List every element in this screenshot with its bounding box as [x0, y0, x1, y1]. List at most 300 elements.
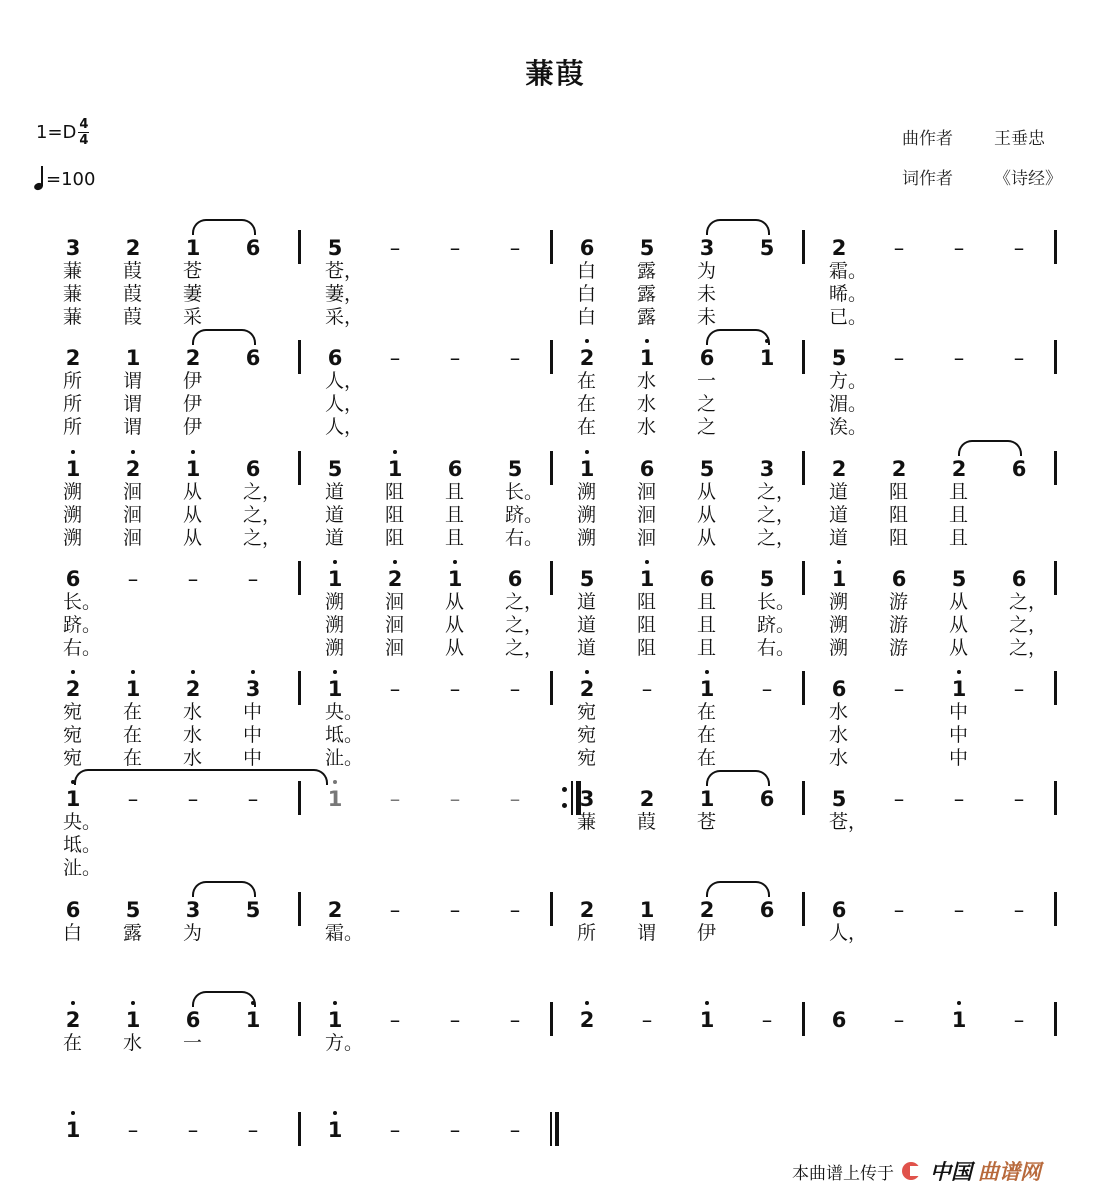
lyric-syllable: 从 [183, 504, 203, 526]
lyric-syllable: 采 [183, 306, 203, 328]
note [240, 457, 266, 481]
lyric-syllable: 水 [637, 416, 657, 438]
lyric-syllable: 在 [123, 701, 143, 723]
note [754, 787, 780, 811]
note-value: – [389, 677, 401, 701]
note-value: 6 [65, 898, 81, 922]
lyric-syllable: 之， [1009, 637, 1048, 659]
note-value: 2 [579, 1008, 595, 1032]
lyric-syllable: 阻 [637, 591, 657, 613]
note [574, 677, 600, 701]
note [120, 457, 146, 481]
lyric-syllable: 水 [637, 393, 657, 415]
note-value: 5 [327, 236, 343, 260]
octave-dot-icon [333, 1111, 337, 1115]
note-value: 1 [447, 567, 463, 591]
barline [1054, 230, 1057, 264]
lyric-syllable: 宛 [63, 747, 83, 769]
octave-dot-icon [333, 670, 337, 674]
note-value: 2 [185, 677, 201, 701]
extension-dash [442, 1008, 468, 1032]
extension-dash [382, 1118, 408, 1142]
lyric-syllable: 水 [183, 701, 203, 723]
note-value: 2 [387, 567, 403, 591]
note-value: 2 [891, 457, 907, 481]
lyric-syllable: 方。 [325, 1032, 364, 1054]
lyric-syllable: 且 [949, 527, 969, 549]
octave-dot-icon [585, 1001, 589, 1005]
lyric-syllable: 溯 [325, 614, 345, 636]
lyric-syllable: 蒹 [577, 811, 597, 833]
lyric-syllable: 之， [505, 637, 544, 659]
lyric-syllable: 溯 [829, 637, 849, 659]
note [634, 787, 660, 811]
note-value: 1 [699, 787, 715, 811]
time-sig-top: 4 [79, 117, 89, 132]
note-value: – [449, 346, 461, 370]
note [754, 236, 780, 260]
note-value: 3 [185, 898, 201, 922]
note [694, 567, 720, 591]
note-value: – [449, 1008, 461, 1032]
extension-dash [1006, 236, 1032, 260]
note-value: 5 [327, 457, 343, 481]
lyric-syllable: 右。 [757, 637, 796, 659]
lyric-syllable: 涘。 [829, 416, 868, 438]
octave-dot-icon [453, 560, 457, 564]
note [322, 236, 348, 260]
lyric-syllable: 溯 [829, 591, 849, 613]
lyric-syllable: 洄 [637, 527, 657, 549]
note-value: – [187, 787, 199, 811]
measure [60, 1118, 310, 1148]
note [946, 567, 972, 591]
lyric-syllable: 坻。 [325, 724, 364, 746]
note-value: 1 [65, 787, 81, 811]
note-value: 6 [579, 236, 595, 260]
note-value: 3 [65, 236, 81, 260]
barline [1054, 451, 1057, 485]
lyric-syllable: 游 [889, 614, 909, 636]
note [886, 457, 912, 481]
note [180, 898, 206, 922]
lyric-syllable: 所 [63, 370, 83, 392]
lyric-syllable: 在 [577, 370, 597, 392]
note-value: 6 [831, 677, 847, 701]
note [322, 1118, 348, 1142]
note [1006, 457, 1032, 481]
barline [550, 1002, 553, 1036]
note-value: 2 [185, 346, 201, 370]
note-value: 6 [245, 236, 261, 260]
lyric-syllable: 阻 [889, 504, 909, 526]
note [826, 346, 852, 370]
extension-dash [1006, 1008, 1032, 1032]
lyric-syllable: 阻 [637, 637, 657, 659]
lyric-syllable: 溯 [829, 614, 849, 636]
note [694, 1008, 720, 1032]
tie-slur [192, 219, 256, 235]
note-value: – [509, 236, 521, 260]
note-value: 6 [831, 1008, 847, 1032]
key-label: 1=D [36, 122, 77, 143]
barline [802, 1002, 805, 1036]
note-value: – [187, 567, 199, 591]
lyric-syllable: 一 [183, 1032, 203, 1054]
note-value: 1 [185, 236, 201, 260]
tie-slur [192, 329, 256, 345]
measure [322, 236, 572, 328]
lyric-syllable: 伊 [697, 922, 717, 944]
measure [60, 677, 310, 769]
note [60, 567, 86, 591]
note [574, 567, 600, 591]
note [694, 677, 720, 701]
tie-slur [706, 219, 770, 235]
note [754, 346, 780, 370]
note [240, 1008, 266, 1032]
measure [826, 787, 1076, 833]
extension-dash [120, 1118, 146, 1142]
lyric-syllable: 蒹 [63, 306, 83, 328]
time-signature [78, 118, 89, 147]
lyric-syllable: 水 [637, 370, 657, 392]
measure [574, 346, 824, 438]
site-logo-icon [902, 1162, 920, 1180]
measure [826, 346, 1076, 438]
lyric-syllable: 溯 [325, 591, 345, 613]
measure [826, 898, 1076, 944]
note [442, 567, 468, 591]
lyric-syllable: 水 [829, 701, 849, 723]
note [322, 567, 348, 591]
note [634, 236, 660, 260]
barline [298, 230, 301, 264]
lyric-syllable: 在 [697, 724, 717, 746]
note-value: 6 [639, 457, 655, 481]
note-value: 6 [759, 898, 775, 922]
note-value: – [509, 677, 521, 701]
lyric-syllable: 中 [243, 701, 263, 723]
lyric-syllable: 宛 [63, 724, 83, 746]
measure [60, 236, 310, 328]
lyricist-name: 《诗经》 [994, 169, 1062, 189]
lyric-syllable: 谓 [123, 416, 143, 438]
lyric-syllable: 道 [829, 504, 849, 526]
note [754, 898, 780, 922]
tie-slur [958, 440, 1022, 456]
octave-dot-icon [957, 1001, 961, 1005]
octave-dot-icon [705, 670, 709, 674]
octave-dot-icon [645, 339, 649, 343]
note-value: – [247, 567, 259, 591]
note-value: 1 [951, 677, 967, 701]
measure [826, 677, 1076, 769]
note-value: – [893, 236, 905, 260]
note-value: 2 [125, 236, 141, 260]
note [180, 677, 206, 701]
lyric-syllable: 已。 [829, 306, 868, 328]
extension-dash [180, 787, 206, 811]
note-value: – [509, 346, 521, 370]
lyric-syllable: 长。 [505, 481, 544, 503]
composer-name: 王垂忠 [994, 129, 1045, 149]
note-value: 1 [327, 1118, 343, 1142]
extension-dash [240, 787, 266, 811]
lyric-syllable: 之， [757, 504, 796, 526]
lyric-syllable: 溯 [63, 504, 83, 526]
note [694, 236, 720, 260]
note-value: 5 [831, 787, 847, 811]
note-value: 5 [579, 567, 595, 591]
lyric-syllable: 游 [889, 591, 909, 613]
lyric-syllable: 宛 [577, 747, 597, 769]
lyric-syllable: 霜。 [325, 922, 364, 944]
measure [826, 236, 1076, 328]
note-value: – [389, 346, 401, 370]
octave-dot-icon [251, 670, 255, 674]
note-value: 5 [759, 236, 775, 260]
lyric-syllable: 人， [325, 416, 364, 438]
note-value: 2 [65, 677, 81, 701]
extension-dash [1006, 346, 1032, 370]
upload-text: 本曲谱上传于 [792, 1163, 894, 1184]
note [442, 457, 468, 481]
lyric-syllable: 露 [637, 260, 657, 282]
extension-dash [382, 898, 408, 922]
lyric-syllable: 白 [577, 260, 597, 282]
lyric-syllable: 水 [123, 1032, 143, 1054]
note-value: – [389, 1118, 401, 1142]
note [240, 346, 266, 370]
note-value: 2 [579, 898, 595, 922]
octave-dot-icon [585, 339, 589, 343]
note [826, 787, 852, 811]
lyric-syllable: 伊 [183, 370, 203, 392]
lyric-syllable: 中 [243, 747, 263, 769]
note [322, 677, 348, 701]
barline [802, 451, 805, 485]
lyric-syllable: 阻 [889, 527, 909, 549]
measure [322, 677, 572, 769]
note-value: – [247, 787, 259, 811]
note-value: – [449, 236, 461, 260]
lyric-syllable: 蒹 [63, 283, 83, 305]
note-value: – [1013, 236, 1025, 260]
measure [574, 236, 824, 328]
site-name-part1: 中国 [930, 1160, 972, 1184]
note [322, 346, 348, 370]
lyric-syllable: 蒹 [63, 260, 83, 282]
note [322, 898, 348, 922]
extension-dash [120, 567, 146, 591]
lyric-syllable: 跻。 [757, 614, 796, 636]
lyric-syllable: 洄 [637, 481, 657, 503]
note-value: 1 [699, 1008, 715, 1032]
note-value: 1 [125, 677, 141, 701]
lyric-syllable: 苍， [829, 811, 868, 833]
note-value: 1 [639, 898, 655, 922]
lyric-syllable: 长。 [63, 591, 102, 613]
octave-dot-icon [645, 560, 649, 564]
composer-label: 曲作者 [902, 129, 953, 149]
lyric-syllable: 中 [949, 724, 969, 746]
lyric-syllable: 伊 [183, 416, 203, 438]
note [60, 457, 86, 481]
note-value: 1 [831, 567, 847, 591]
measure [322, 457, 572, 549]
composer-credit [902, 124, 1045, 149]
note-value: 6 [447, 457, 463, 481]
note [60, 1008, 86, 1032]
note [240, 236, 266, 260]
note-value: 5 [951, 567, 967, 591]
lyric-syllable: 苍， [325, 260, 364, 282]
note [826, 1008, 852, 1032]
lyric-syllable: 洄 [123, 481, 143, 503]
lyric-syllable: 从 [183, 527, 203, 549]
note-value: 2 [579, 677, 595, 701]
lyric-syllable: 道 [829, 527, 849, 549]
lyric-syllable: 且 [697, 614, 717, 636]
octave-dot-icon [131, 450, 135, 454]
note-value: 1 [327, 1008, 343, 1032]
note-value: 2 [327, 898, 343, 922]
barline [298, 892, 301, 926]
note-value: – [761, 677, 773, 701]
note [634, 457, 660, 481]
lyric-syllable: 溯 [577, 527, 597, 549]
lyric-syllable: 在 [123, 747, 143, 769]
lyric-syllable: 阻 [385, 527, 405, 549]
note-value: – [893, 346, 905, 370]
note [826, 236, 852, 260]
note-value: 3 [579, 787, 595, 811]
lyric-syllable: 且 [445, 527, 465, 549]
tempo-marking [34, 166, 95, 190]
note [826, 677, 852, 701]
lyric-syllable: 之， [505, 614, 544, 636]
octave-dot-icon [71, 1111, 75, 1115]
lyric-syllable: 一 [697, 370, 717, 392]
note-value: – [389, 787, 401, 811]
extension-dash [502, 1118, 528, 1142]
extension-dash [1006, 677, 1032, 701]
barline [802, 781, 805, 815]
lyric-syllable: 苍 [697, 811, 717, 833]
lyric-syllable: 洄 [123, 527, 143, 549]
note [574, 1008, 600, 1032]
extension-dash [502, 1008, 528, 1032]
lyric-syllable: 洄 [123, 504, 143, 526]
extension-dash [1006, 787, 1032, 811]
site-name-part2: 曲谱网 [978, 1160, 1041, 1184]
lyric-syllable: 白 [577, 306, 597, 328]
lyric-syllable: 沚。 [63, 857, 102, 879]
barline [550, 671, 553, 705]
note-value: – [953, 787, 965, 811]
note-value: – [893, 1008, 905, 1032]
lyric-syllable: 之 [697, 416, 717, 438]
note-value: 6 [327, 346, 343, 370]
note-value: 6 [65, 567, 81, 591]
lyric-syllable: 从 [445, 614, 465, 636]
lyric-syllable: 宛 [63, 701, 83, 723]
lyric-syllable: 之， [505, 591, 544, 613]
extension-dash [120, 787, 146, 811]
note [180, 1008, 206, 1032]
note-value: – [127, 567, 139, 591]
note-value: 2 [831, 236, 847, 260]
barline [298, 671, 301, 705]
lyric-syllable: 晞。 [829, 283, 868, 305]
note-value: 5 [639, 236, 655, 260]
measure [60, 567, 310, 659]
extension-dash [946, 346, 972, 370]
note-value: – [893, 677, 905, 701]
note-value: 1 [65, 457, 81, 481]
lyric-syllable: 之 [697, 393, 717, 415]
note [240, 898, 266, 922]
barline [298, 340, 301, 374]
barline [550, 230, 553, 264]
lyric-syllable: 宛 [577, 724, 597, 746]
note-value: 2 [639, 787, 655, 811]
octave-dot-icon [585, 450, 589, 454]
measure [60, 787, 310, 879]
barline [802, 671, 805, 705]
extension-dash [382, 1008, 408, 1032]
lyric-syllable: 为 [697, 260, 717, 282]
note-value: – [449, 898, 461, 922]
measure [826, 457, 1076, 549]
quarter-note-icon [34, 166, 44, 190]
lyric-syllable: 溯 [577, 481, 597, 503]
note-value: 6 [759, 787, 775, 811]
time-sig-bottom: 4 [79, 133, 89, 148]
lyric-syllable: 露 [123, 922, 143, 944]
note-value: 2 [699, 898, 715, 922]
note [60, 898, 86, 922]
note-value: 1 [245, 1008, 261, 1032]
lyric-syllable: 未 [697, 306, 717, 328]
note-value: 6 [831, 898, 847, 922]
octave-dot-icon [393, 560, 397, 564]
note-value: 1 [579, 457, 595, 481]
note-value: 6 [1011, 567, 1027, 591]
note-value: 6 [185, 1008, 201, 1032]
note [694, 898, 720, 922]
note-value: 1 [951, 1008, 967, 1032]
note-value: 6 [245, 346, 261, 370]
extension-dash [886, 677, 912, 701]
lyric-syllable: 水 [829, 724, 849, 746]
note [1006, 567, 1032, 591]
lyric-syllable: 萋， [325, 283, 364, 305]
extension-dash [886, 1008, 912, 1032]
tie-slur [192, 881, 256, 897]
lyric-syllable: 洄 [385, 637, 405, 659]
lyric-syllable: 霜。 [829, 260, 868, 282]
note [826, 567, 852, 591]
note-value: 1 [327, 567, 343, 591]
note-value: – [893, 898, 905, 922]
lyric-syllable: 阻 [637, 614, 657, 636]
extension-dash [1006, 898, 1032, 922]
lyric-syllable: 央。 [63, 811, 102, 833]
note-value: 2 [65, 1008, 81, 1032]
lyric-syllable: 溯 [577, 504, 597, 526]
